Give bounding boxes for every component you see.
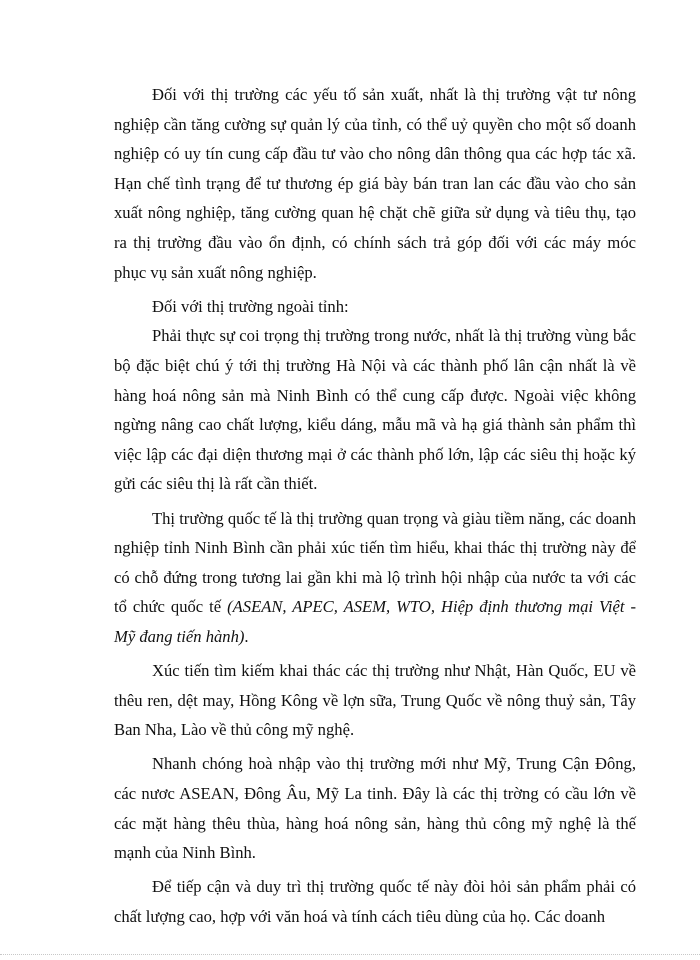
paragraph-domestic-market bbox=[114, 321, 636, 499]
paragraph-product-quality bbox=[114, 872, 636, 931]
paragraph-international-market bbox=[114, 504, 636, 652]
paragraph-italic-text: (ASEAN, APEC, ASEM, WTO, Hiệp định thương mại Việt - Mỹ đang tiến hành) bbox=[114, 597, 636, 646]
paragraph-text: Phải thực sự coi trọng thị trường trong nước, nhất là thị trường vùng bắc bộ đặc biệt chú ý tới thị trường Hà Nội và các thành phố lân cận nhất là về hàng hoá nông sản mà Ninh Bình có thể cung cấp được. Ngoài việc không ngừng nâng cao chất lượng, kiểu dáng, mẫu mã và hạ giá thành sản phẩm thì việc lập các đại diện thương mại ở các thành phố lớn, lập các siêu thị hoặc ký gửi các siêu thị là rất cần thiết. bbox=[114, 326, 636, 494]
paragraph-outside-province-heading bbox=[114, 292, 636, 322]
paragraph-input-market bbox=[114, 80, 636, 287]
paragraph-text: Đối với thị trường các yếu tố sản xuất, nhất là thị trường vật tư nông nghiệp cần tăng cường sự quản lý của tỉnh, có thể uỷ quyền cho một số doanh nghiệp có uy tín cung cấp đầu tư vào cho nông dân thông qua các hợp tác xã. Hạn chế tình trạng để tư thương ép giá bày bán tran lan các đầu vào cho sản xuất nông nghiệp, tăng cường quan hệ chặt chẽ giữa sử dụng và tiêu thụ, tạo ra thị trường đầu vào ổn định, có chính sách trả góp đối với các máy móc phục vụ sản xuất nông nghiệp. bbox=[114, 85, 636, 282]
page-bottom-divider bbox=[0, 954, 700, 956]
paragraph-market-promotion bbox=[114, 656, 636, 745]
paragraph-text: Để tiếp cận và duy trì thị trường quốc tế này đòi hỏi sản phẩm phải có chất lượng cao, hợp với văn hoá và tính cách tiêu dùng của họ. Các doanh bbox=[114, 877, 636, 926]
paragraph-new-markets bbox=[114, 749, 636, 867]
paragraph-tail-text: . bbox=[244, 626, 249, 646]
paragraph-text: Nhanh chóng hoà nhập vào thị trường mới như Mỹ, Trung Cận Đông, các nươc ASEAN, Đông Âu, Mỹ La tinh. Đây là các thị trờng có cầu lớn về các mặt hàng thêu thùa, hàng hoá nông sản, hàng thủ công mỹ nghệ là thế mạnh của Ninh Bình. bbox=[114, 754, 636, 863]
document-body bbox=[114, 80, 636, 936]
paragraph-text: Đối với thị trường ngoài tỉnh: bbox=[152, 296, 349, 316]
paragraph-text: Xúc tiến tìm kiếm khai thác các thị trường như Nhật, Hàn Quốc, EU về thêu ren, dệt may, Hồng Kông về lợn sữa, Trung Quốc về nông thuỷ sản, Tây Ban Nha, Lào về thủ công mỹ nghệ. bbox=[114, 661, 636, 740]
paragraph-text: Thị trường quốc tế là thị trường quan trọng và giàu tiềm năng, các doanh nghiệp tỉnh Ninh Bình cần phải xúc tiến tìm hiểu, khai thác thị trường này để có chỗ đứng trong tương lai gần khi mà lộ trình hội nhập của nước ta với các tổ chức quốc tế bbox=[114, 508, 636, 617]
